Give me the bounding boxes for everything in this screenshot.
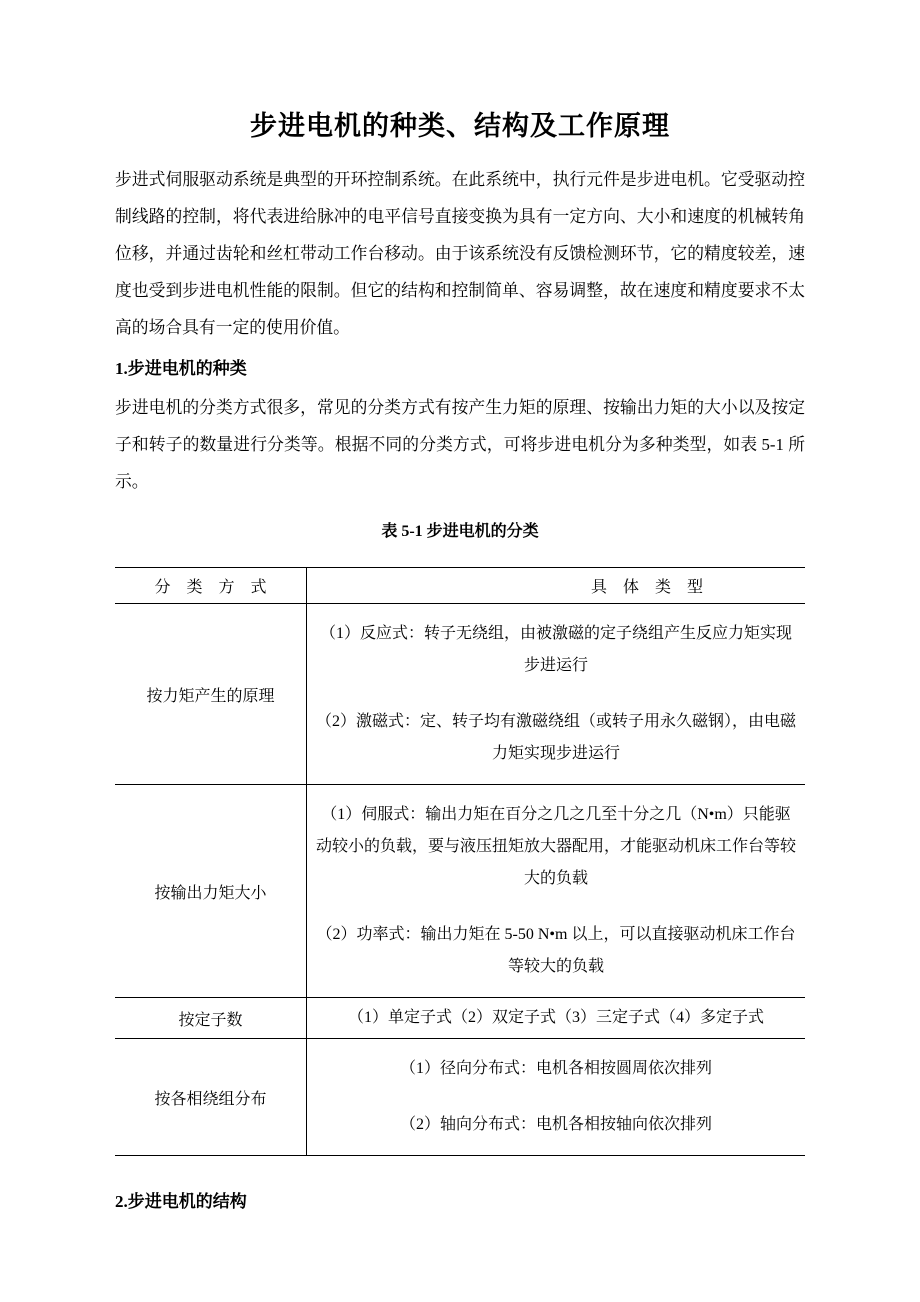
section-2-heading: 2.步进电机的结构 <box>115 1192 247 1211</box>
table-header-row <box>115 568 805 604</box>
type-item: （2）激磁式：定、转子均有激磁绕组（或转子用永久磁钢），由电磁力矩实现步进运行 <box>315 713 796 762</box>
type-item: （1）径向分布式：电机各相按圆周依次排列 <box>399 1060 712 1077</box>
table-header-types: 具 体 类 型 <box>590 579 703 596</box>
table-cell-types <box>307 998 805 1038</box>
table-cell-types <box>307 1039 805 1155</box>
type-item: （1）反应式：转子无绕组，由被激磁的定子绕组产生反应力矩实现步进运行 <box>319 625 792 674</box>
table-caption: 表 5-1 步进电机的分类 <box>381 523 539 540</box>
classification-table <box>115 567 805 1156</box>
table-row <box>115 785 805 998</box>
type-item: （1）单定子式（2）双定子式（3）三定子式（4）多定子式 <box>347 1009 764 1026</box>
intro-paragraph: 步进式伺服驱动系统是典型的开环控制系统。在此系统中，执行元件是步进电机。它受驱动控制线路的控制，将代表进给脉冲的电平信号直接变换为具有一定方向、大小和速度的机械转角位移，并通过齿轮和丝杠带动工作台移动。由于该系统没有反馈检测环节，它的精度较差，速度也受到步进电机性能的限制。但它的结构和控制简单、容易调整，故在速度和精度要求不太高的场合具有一定的使用价值。 <box>115 170 805 337</box>
table-row <box>115 604 805 785</box>
table-cell-category: 按各相绕组分布 <box>115 1039 307 1155</box>
type-item: （2）轴向分布式：电机各相按轴向依次排列 <box>399 1116 712 1133</box>
table-header-category: 分 类 方 式 <box>115 568 307 603</box>
document-title: 步进电机的种类、结构及工作原理 <box>250 111 670 141</box>
table-cell-types <box>307 785 805 997</box>
table-cell-types <box>307 604 805 784</box>
type-item: （2）功率式：输出力矩在 5-50 N•m 以上，可以直接驱动机床工作台等较大的负载 <box>316 926 796 975</box>
table-row <box>115 998 805 1039</box>
section-1-heading: 1.步进电机的种类 <box>115 359 247 378</box>
section-1-paragraph: 步进电机的分类方式很多，常见的分类方式有按产生力矩的原理、按输出力矩的大小以及按定子和转子的数量进行分类等。根据不同的分类方式，可将步进电机分为多种类型，如表 5-1 所示。 <box>115 398 805 491</box>
table-cell-category: 按力矩产生的原理 <box>115 604 307 784</box>
table-row <box>115 1039 805 1156</box>
type-item: （1）伺服式：输出力矩在百分之几之几至十分之几（N•m）只能驱动较小的负载，要与液压扭矩放大器配用，才能驱动机床工作台等较大的负载 <box>315 806 796 887</box>
table-cell-category: 按输出力矩大小 <box>115 785 307 997</box>
table-cell-category: 按定子数 <box>115 998 307 1038</box>
